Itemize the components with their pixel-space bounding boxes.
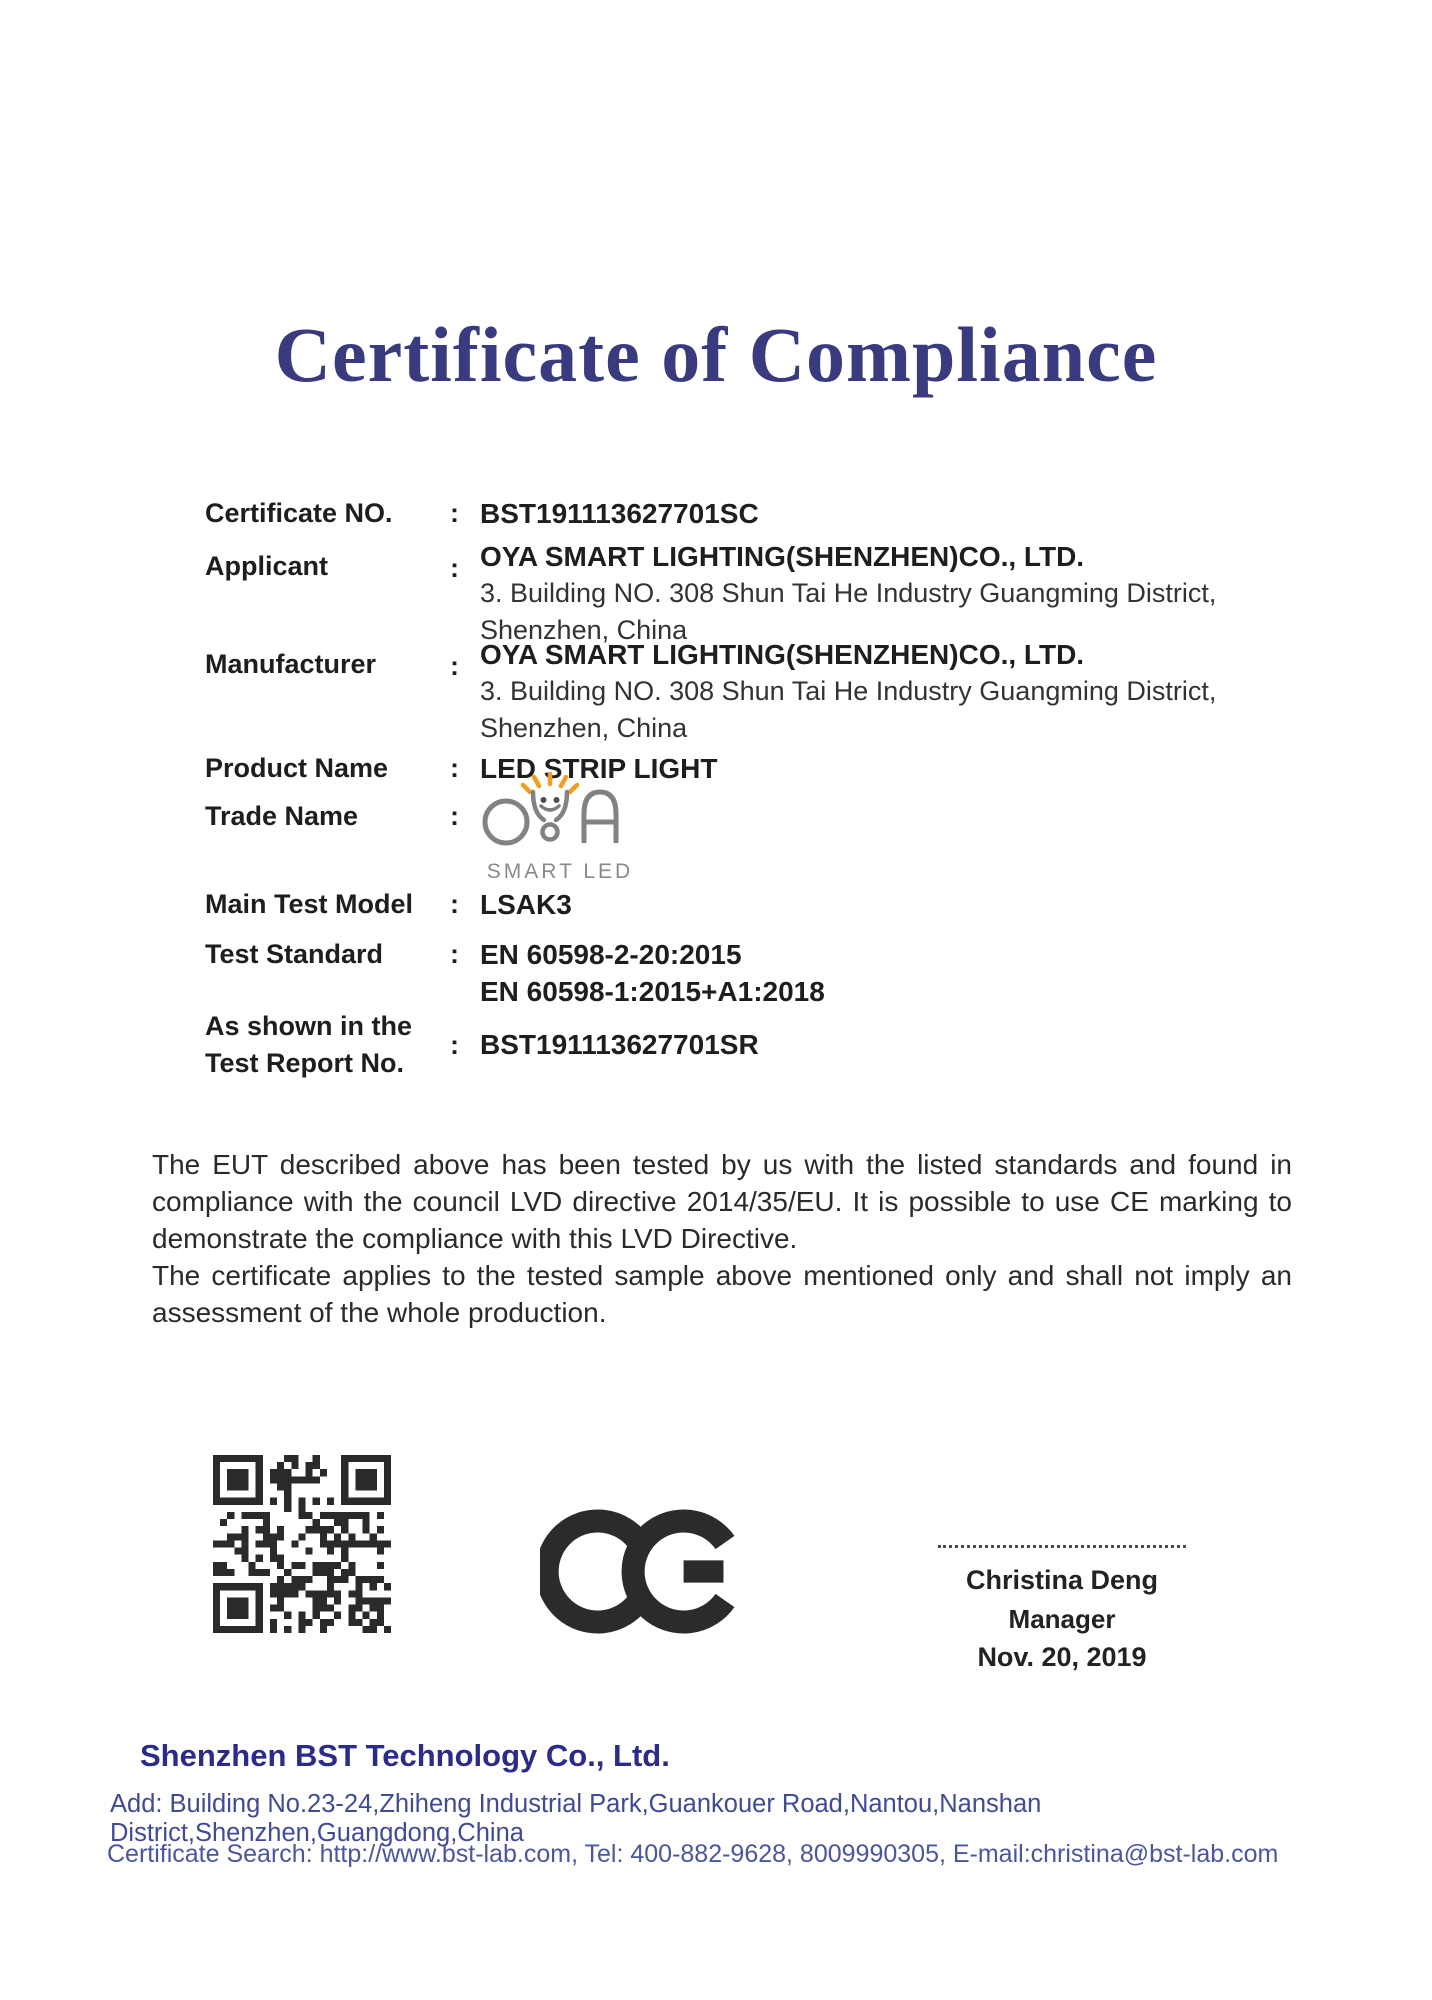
applicant-company: OYA SMART LIGHTING(SHENZHEN)CO., LTD. xyxy=(480,541,1085,572)
qr-code xyxy=(213,1455,391,1633)
certificate-title: Certificate of Compliance xyxy=(274,311,1158,398)
logo-letter-y xyxy=(533,792,567,820)
logo-body-dot xyxy=(543,825,558,840)
manufacturer-label: Manufacturer xyxy=(205,649,377,679)
manufacturer-address-line1: 3. Building NO. 308 Shun Tai He Industry Guangming District, xyxy=(480,676,1217,706)
logo-rays-icon xyxy=(523,774,577,792)
test-standard-label: Test Standard xyxy=(205,939,384,969)
ce-mark-icon xyxy=(540,1505,735,1638)
logo-eye-left xyxy=(541,797,547,803)
test-report-value: BST191113627701SR xyxy=(480,1029,759,1060)
colon xyxy=(450,550,459,587)
applicant-address-line2: Shenzhen, China xyxy=(480,615,688,645)
manufacturer-company: OYA SMART LIGHTING(SHENZHEN)CO., LTD. xyxy=(480,639,1085,670)
colon: : xyxy=(450,498,459,528)
statement-paragraph-2: The certificate applies to the tested sample above mentioned only and shall not imply an assessment of the whole production. xyxy=(152,1260,1292,1328)
colon: : xyxy=(450,889,459,919)
signature-dotted-line xyxy=(938,1545,1186,1548)
trade-name-logo xyxy=(480,772,640,882)
signatory-title: Manager xyxy=(1008,1604,1116,1634)
test-standard-value xyxy=(480,936,1320,1010)
logo-letter-a xyxy=(584,792,616,843)
trade-name-label: Trade Name xyxy=(205,801,359,831)
test-report-label xyxy=(205,1008,465,1082)
issuer-company-name: Shenzhen BST Technology Co., Ltd. xyxy=(140,1738,670,1773)
colon-glyph: : xyxy=(450,553,459,583)
colon-glyph: : xyxy=(450,651,459,681)
main-test-model-value: LSAK3 xyxy=(480,889,572,920)
logo-letter-o xyxy=(485,801,527,843)
certificate-search-line: Certificate Search: http://www.bst-lab.com, Tel: 400-882-9628, 8009990305, E-mail:christina@bst-lab.com xyxy=(107,1840,1279,1868)
colon-glyph: : xyxy=(450,1030,459,1060)
test-report-label-line1: As shown in the xyxy=(205,1011,413,1041)
colon xyxy=(450,1027,459,1064)
applicant-value xyxy=(480,538,1320,649)
certificate-no-value: BST191113627701SC xyxy=(480,498,759,529)
logo-eye-right xyxy=(554,797,560,803)
oya-logo-icon xyxy=(480,772,640,854)
signature-date: Nov. 20, 2019 xyxy=(977,1642,1147,1672)
signatory-name: Christina Deng xyxy=(965,1565,1159,1595)
applicant-address-line1: 3. Building NO. 308 Shun Tai He Industry Guangming District, xyxy=(480,578,1217,608)
manufacturer-value xyxy=(480,636,1320,747)
product-name-value: LED STRIP LIGHT xyxy=(480,753,718,784)
signature-block xyxy=(938,1545,1186,1676)
colon: : xyxy=(450,939,459,969)
logo-caption: SMART LED xyxy=(486,860,634,883)
main-test-model-label: Main Test Model xyxy=(205,889,414,919)
manufacturer-address-line2: Shenzhen, China xyxy=(480,713,688,743)
test-report-label-line2: Test Report No. xyxy=(205,1048,405,1078)
logo-smile xyxy=(541,806,559,810)
statement-text xyxy=(152,1146,1292,1331)
product-name-label: Product Name xyxy=(205,753,389,783)
colon xyxy=(450,648,459,685)
colon: : xyxy=(450,753,459,783)
test-standard-line2: EN 60598-1:2015+A1:2018 xyxy=(480,976,825,1007)
colon: : xyxy=(450,801,459,831)
issuer-address: Add: Building No.23-24,Zhiheng Industrial Park,Guankouer Road,Nantou,Nanshan District,Shenzhen,Guangdong,China xyxy=(110,1790,1042,1847)
certificate-no-label: Certificate NO. xyxy=(205,498,393,528)
statement-paragraph-1: The EUT described above has been tested by us with the listed standards and found in compliance with the council LVD directive 2014/35/EU. It is possible to use CE marking to demonstrate the compliance with this LVD Directive. xyxy=(152,1149,1292,1254)
test-standard-line1: EN 60598-2-20:2015 xyxy=(480,939,742,970)
applicant-label: Applicant xyxy=(205,551,329,581)
